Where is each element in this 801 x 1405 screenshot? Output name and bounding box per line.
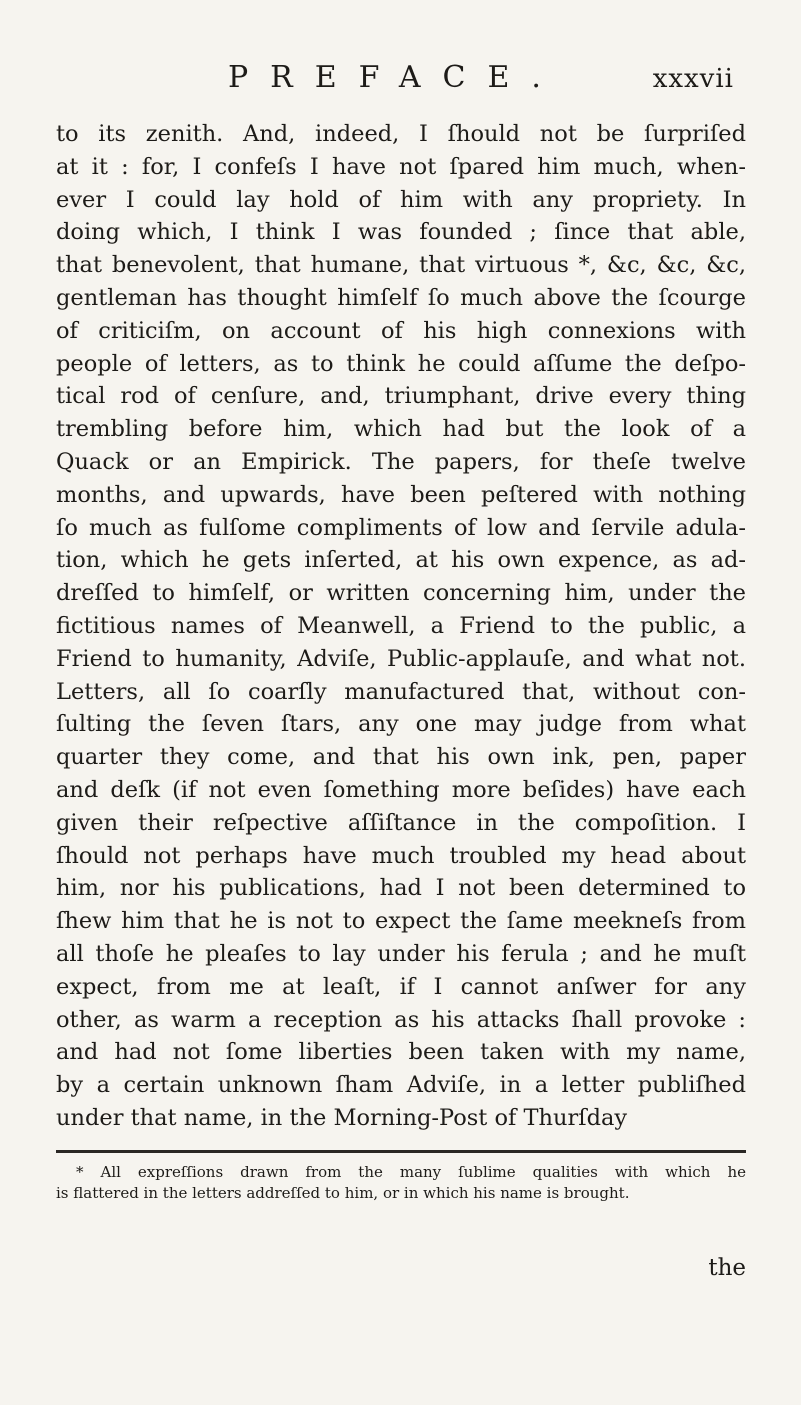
text-line: to its zenith. And, indeed, I ſhould not be ſurpriſed	[56, 121, 746, 147]
text-line: Friend to humanity, Adviſe, Public-applauſe, and what not.	[56, 645, 746, 672]
catchword: the	[708, 1255, 746, 1281]
text-line: dreſſed to himſelf, or written concerning him, under the	[56, 580, 746, 607]
footnote	[56, 1162, 746, 1204]
footnote-line: * All expreſſions drawn from the many ſublime qualities with which he	[76, 1163, 746, 1181]
text-line: ever I could lay hold of him with any propriety. In	[56, 186, 746, 213]
text-line: people of letters, as to think he could aſſume the deſpo-	[56, 350, 746, 377]
text-line: of criticiſm, on account of his high connexions with	[56, 317, 746, 344]
text-line: fictitious names of Meanwell, a Friend to the public, a	[56, 612, 746, 639]
text-line: tion, which he gets inſerted, at his own expence, as ad-	[56, 547, 746, 574]
text-line: doing which, I think I was founded ; ſince that able,	[56, 219, 746, 246]
text-line: Quack or an Empirick. The papers, for theſe twelve	[56, 448, 746, 475]
text-line: by a certain unknown ſham Adviſe, in a letter publiſhed	[56, 1072, 746, 1099]
text-line: months, and upwards, have been peſtered with nothing	[56, 481, 746, 508]
text-line: other, as warm a reception as his attacks ſhall provoke :	[56, 1006, 746, 1033]
text-line: ſhould not perhaps have much troubled my head about	[56, 842, 746, 869]
text-line: at it : for, I confeſs I have not ſpared him much, when-	[56, 153, 746, 180]
page-header	[0, 60, 801, 100]
body-text	[56, 118, 746, 1135]
text-line: expect, from me at leaſt, if I cannot anſwer for any	[56, 973, 746, 1000]
text-line: tical rod of cenſure, and, triumphant, drive every thing	[56, 383, 746, 410]
footnote-line: is flattered in the letters addreſſed to him, or in which his name is brought.	[56, 1184, 630, 1202]
text-line: Letters, all ſo coarſly manufactured that, without con-	[56, 678, 746, 705]
text-line: him, nor his publications, had I not been determined to	[56, 875, 746, 902]
footnote-rule	[56, 1150, 746, 1153]
text-line: quarter they come, and that his own ink, pen, paper	[56, 744, 746, 771]
text-line: that benevolent, that humane, that virtuous *, &c, &c, &c,	[56, 252, 746, 279]
text-line: ſo much as fulſome compliments of low and ſervile adula-	[56, 514, 746, 541]
running-title: PREFACE.	[228, 60, 563, 95]
text-line: gentleman has thought himſelf ſo much above the ſcourge	[56, 284, 746, 311]
text-line: trembling before him, which had but the look of a	[56, 416, 746, 443]
page-number: xxxvii	[652, 64, 734, 94]
text-line: and had not ſome liberties been taken with my name,	[56, 1039, 746, 1066]
text-line: and deſk (if not even ſomething more beſides) have each	[56, 776, 746, 803]
text-line: all thoſe he pleaſes to lay under his ferula ; and he muſt	[56, 940, 746, 967]
text-line: ſulting the ſeven ſtars, any one may judge from what	[56, 711, 746, 738]
text-line: under that name, in the Morning-Post of Thurſday	[56, 1104, 628, 1131]
text-line: given their reſpective aſſiſtance in the compoſition. I	[56, 809, 746, 836]
text-line: ſhew him that he is not to expect the ſame meekneſs from	[56, 908, 746, 935]
